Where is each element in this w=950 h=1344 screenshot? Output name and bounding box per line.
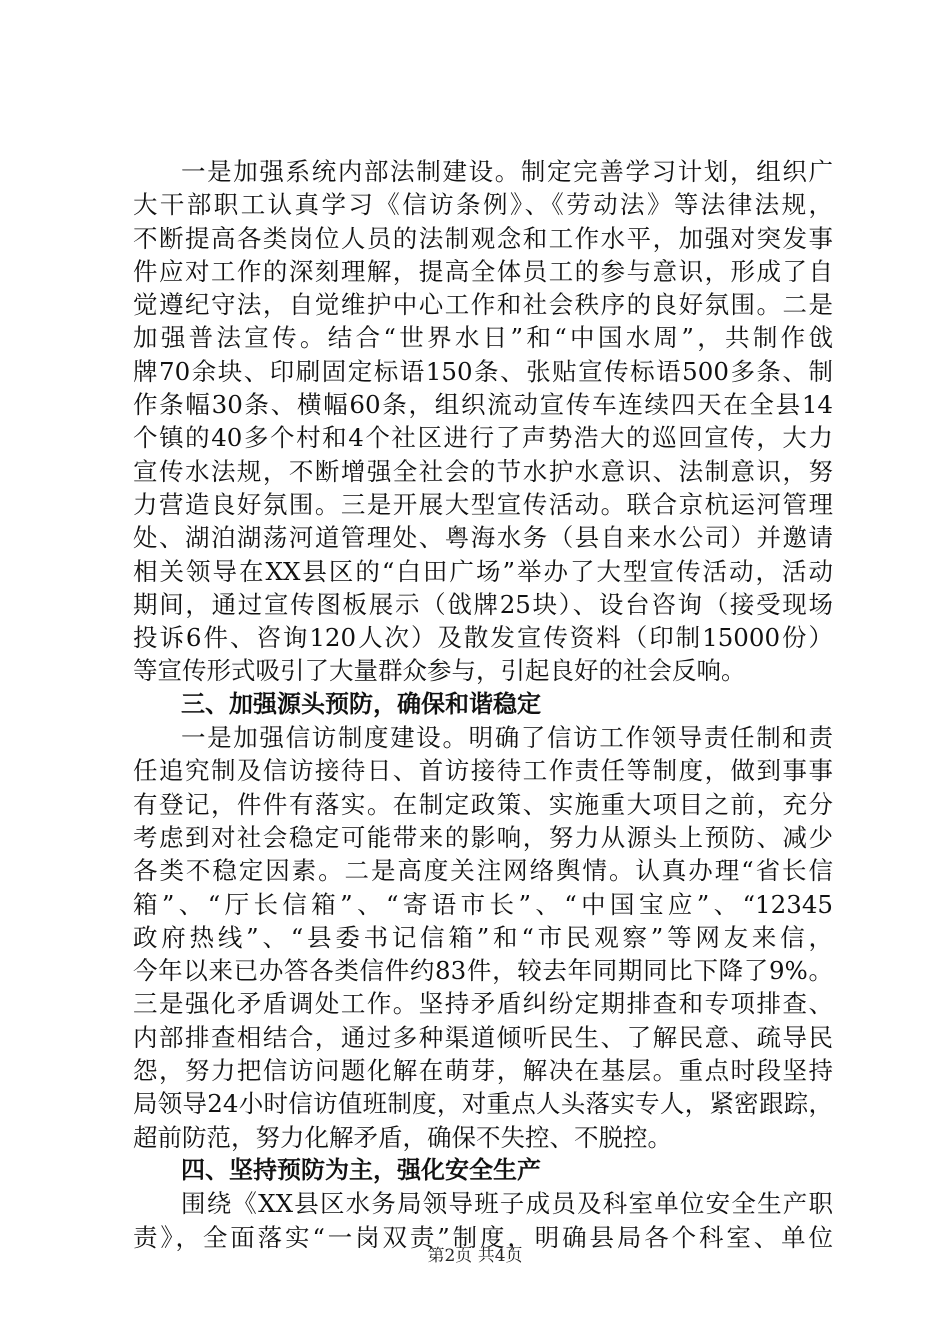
text-line: 一是加强系统内部法制建设。制定完善学习计划，组织广 [181,157,833,186]
text-line: 围绕《XX县区水务局领导班子成员及科室单位安全生产职 [181,1189,833,1219]
section-heading: 三、加强源头预防，确保和谐稳定 [181,689,541,718]
text-line: 局领导24小时信访值班制度，对重点人头落实专人，紧密跟踪， [133,1089,833,1119]
text-line: 加强普法宣传。结合“世界水日”和“中国水周”，共制作戗 [133,323,833,353]
text-line: 期间，通过宣传图板展示（戗牌25块）、设台咨询（接受现场 [133,589,833,619]
text-line: 个镇的40多个村和4个社区进行了声势浩大的巡回宣传，大力 [133,423,833,453]
text-line: 超前防范，努力化解矛盾，确保不失控、不脱控。 [133,1122,672,1152]
text-line: 有登记，件件有落实。在制定政策、实施重大项目之前，充分 [133,789,833,819]
text-line: 牌70余块、印刷固定标语150条、张贴宣传标语500多条、制 [133,356,833,386]
text-line: 力营造良好氛围。三是开展大型宣传活动。联合京杭运河管理 [133,489,833,519]
text-line: 大干部职工认真学习《信访条例》、《劳动法》等法律法规， [133,190,833,220]
text-line: 任追究制及信访接待日、首访接待工作责任等制度，做到事事 [133,756,833,786]
text-line: 处、湖泊湖荡河道管理处、粤海水务（县自来水公司）并邀请 [133,523,833,553]
text-line: 三是强化矛盾调处工作。坚持矛盾纠纷定期排查和专项排查、 [133,989,833,1019]
text-line: 政府热线”、“县委书记信箱”和“市民观察”等网友来信， [133,922,833,952]
text-line: 今年以来已办答各类信件约83件，较去年同期同比下降了9%。 [133,956,833,986]
text-line: 不断提高各类岗位人员的法制观念和工作水平，加强对突发事 [133,223,833,253]
text-line: 怨，努力把信访问题化解在萌芽，解决在基层。重点时段坚持 [133,1056,833,1086]
text-line: 一是加强信访制度建设。明确了信访工作领导责任制和责 [181,723,833,753]
text-line: 各类不稳定因素。二是高度关注网络舆情。认真办理“省长信 [133,856,833,886]
text-line: 责》，全面落实“一岗双责”制度，明确县局各个科室、单位 [133,1222,833,1252]
page-footer: 第2页 共4页 [427,1246,523,1266]
section-heading: 四、坚持预防为主，强化安全生产 [181,1155,541,1184]
text-line: 件应对工作的深刻理解，提高全体员工的参与意识，形成了自 [133,256,833,286]
document-body [133,155,833,1254]
text-line: 内部排查相结合，通过多种渠道倾听民生、了解民意、疏导民 [133,1022,833,1052]
text-line: 等宣传形式吸引了大量群众参与，引起良好的社会反响。 [133,656,746,686]
text-line: 宣传水法规，不断增强全社会的节水护水意识、法制意识，努 [133,456,833,486]
text-line: 投诉6件、咨询120人次）及散发宣传资料（印制15000份） [133,623,833,653]
text-line: 箱”、“厅长信箱”、“寄语市长”、“中国宝应”、“12345 [133,889,833,919]
text-line: 作条幅30条、横幅60条，组织流动宣传车连续四天在全县14 [133,390,833,420]
text-line: 觉遵纪守法，自觉维护中心工作和社会秩序的良好氛围。二是 [133,290,833,320]
text-line: 相关领导在XX县区的“白田广场”举办了大型宣传活动，活动 [133,556,833,586]
text-line: 考虑到对社会稳定可能带来的影响，努力从源头上预防、减少 [133,822,833,852]
